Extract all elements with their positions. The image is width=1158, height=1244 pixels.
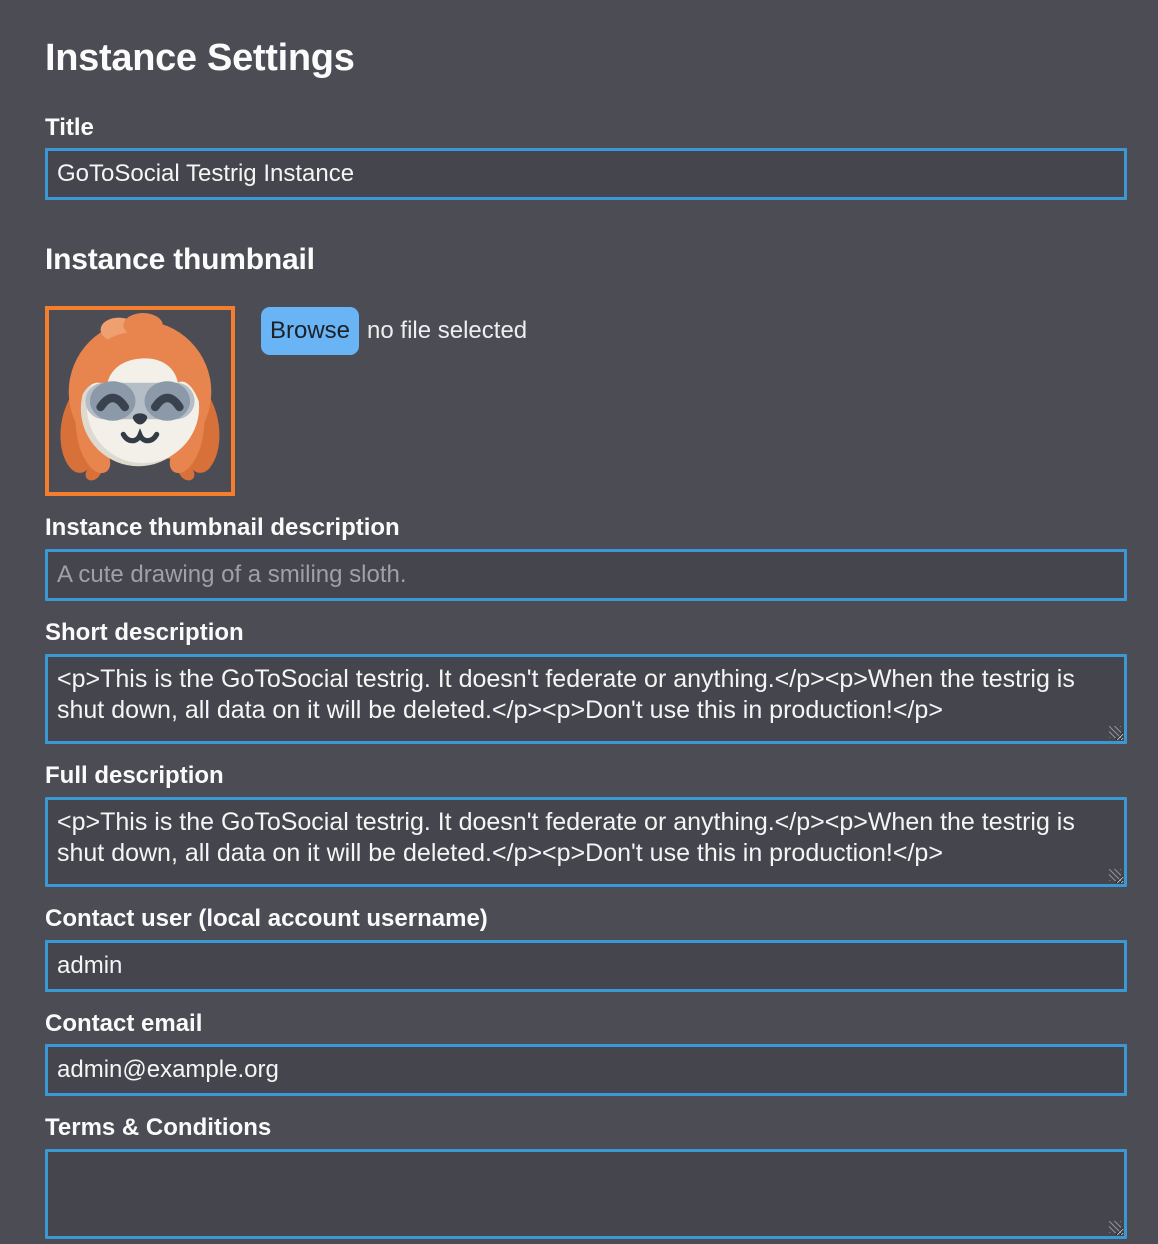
- short-description-textarea[interactable]: [45, 654, 1127, 744]
- terms-field-group: [45, 1114, 1127, 1239]
- file-status-text: no file selected: [367, 317, 528, 345]
- terms-label: Terms & Conditions: [45, 1114, 272, 1142]
- contact-user-label: Contact user (local account username): [45, 904, 488, 932]
- thumbnail-row: [45, 306, 1127, 496]
- contact-user-field-group: [45, 905, 1127, 992]
- contact-user-input[interactable]: [45, 940, 1127, 992]
- short-description-label: Short description: [45, 619, 244, 647]
- terms-textarea[interactable]: [45, 1149, 1127, 1239]
- contact-email-input[interactable]: [45, 1044, 1127, 1096]
- title-label: Title: [45, 113, 94, 141]
- page-title: Instance Settings: [45, 37, 355, 79]
- thumbnail-description-field-group: [45, 514, 1127, 601]
- title-input[interactable]: [45, 148, 1127, 200]
- thumbnail-file-input: [261, 306, 527, 355]
- title-field-group: [45, 114, 1127, 201]
- full-description-textarea[interactable]: [45, 797, 1127, 887]
- full-description-field-group: [45, 762, 1127, 887]
- instance-thumbnail-preview: [45, 306, 235, 496]
- short-description-field-group: [45, 619, 1127, 744]
- contact-email-label: Contact email: [45, 1009, 203, 1037]
- sloth-image: [49, 310, 231, 492]
- full-description-label: Full description: [45, 761, 224, 789]
- browse-button[interactable]: Browse: [261, 307, 359, 355]
- contact-email-field-group: [45, 1010, 1127, 1097]
- thumbnail-description-input[interactable]: [45, 549, 1127, 601]
- thumbnail-section-heading: Instance thumbnail: [45, 243, 315, 277]
- thumbnail-description-label: Instance thumbnail description: [45, 514, 400, 542]
